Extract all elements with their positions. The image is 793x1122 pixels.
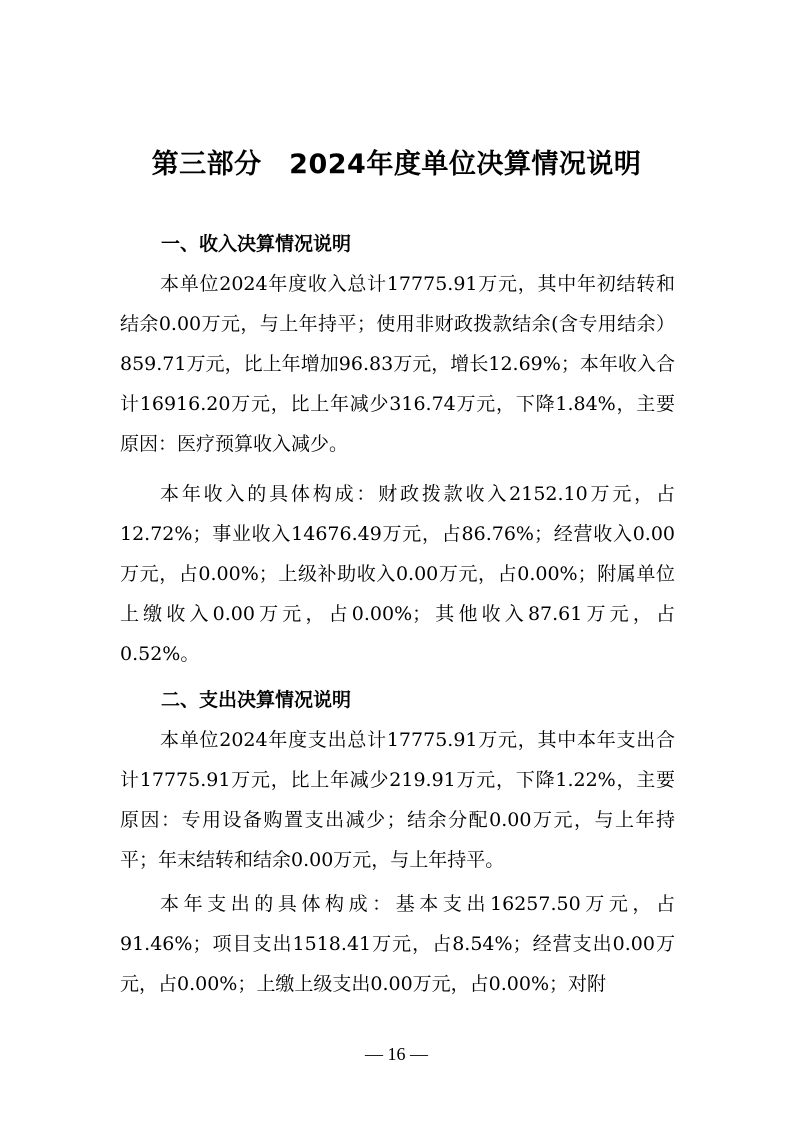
section-heading-income: 一、收入决算情况说明 <box>161 233 352 255</box>
paragraph-income-composition: 本年收入的具体构成：财政拨款收入2152.10万元，占12.72%；事业收入14676.49万元，占86.76%；经营收入0.00万元，占0.00%；上级补助收入0.00万元，占0.00%；附属单位上缴收入0.00万元，占0.00%；其他收入87.61万元，占0.52%。 <box>120 483 675 665</box>
page-number: — 16 — <box>365 1044 428 1064</box>
paragraph-income-summary: 本单位2024年度收入总计17775.91万元，其中年初结转和结余0.00万元，与上年持平；使用非财政拨款结余(含专用结余）859.71万元，比上年增加96.83万元，增长12.69%；本年收入合计16916.20万元，比上年减少316.74万元，下降1.84%，主要原因：医疗预算收入减少。 <box>120 273 675 455</box>
paragraph-expenditure-composition: 本年支出的具体构成：基本支出16257.50万元，占91.46%；项目支出1518.41万元，占8.54%；经营支出0.00万元，占0.00%；上缴上级支出0.00万元，占0.00%；对附 <box>120 893 675 995</box>
page-title: 第三部分 2024年度单位决算情况说明 <box>151 149 642 180</box>
paragraph-expenditure-summary: 本单位2024年度支出总计17775.91万元，其中本年支出合计17775.91万元，比上年减少219.91万元，下降1.22%，主要原因：专用设备购置支出减少；结余分配0.00万元，与上年持平；年末结转和结余0.00万元，与上年持平。 <box>120 729 675 871</box>
section-heading-expenditure: 二、支出决算情况说明 <box>161 689 352 711</box>
